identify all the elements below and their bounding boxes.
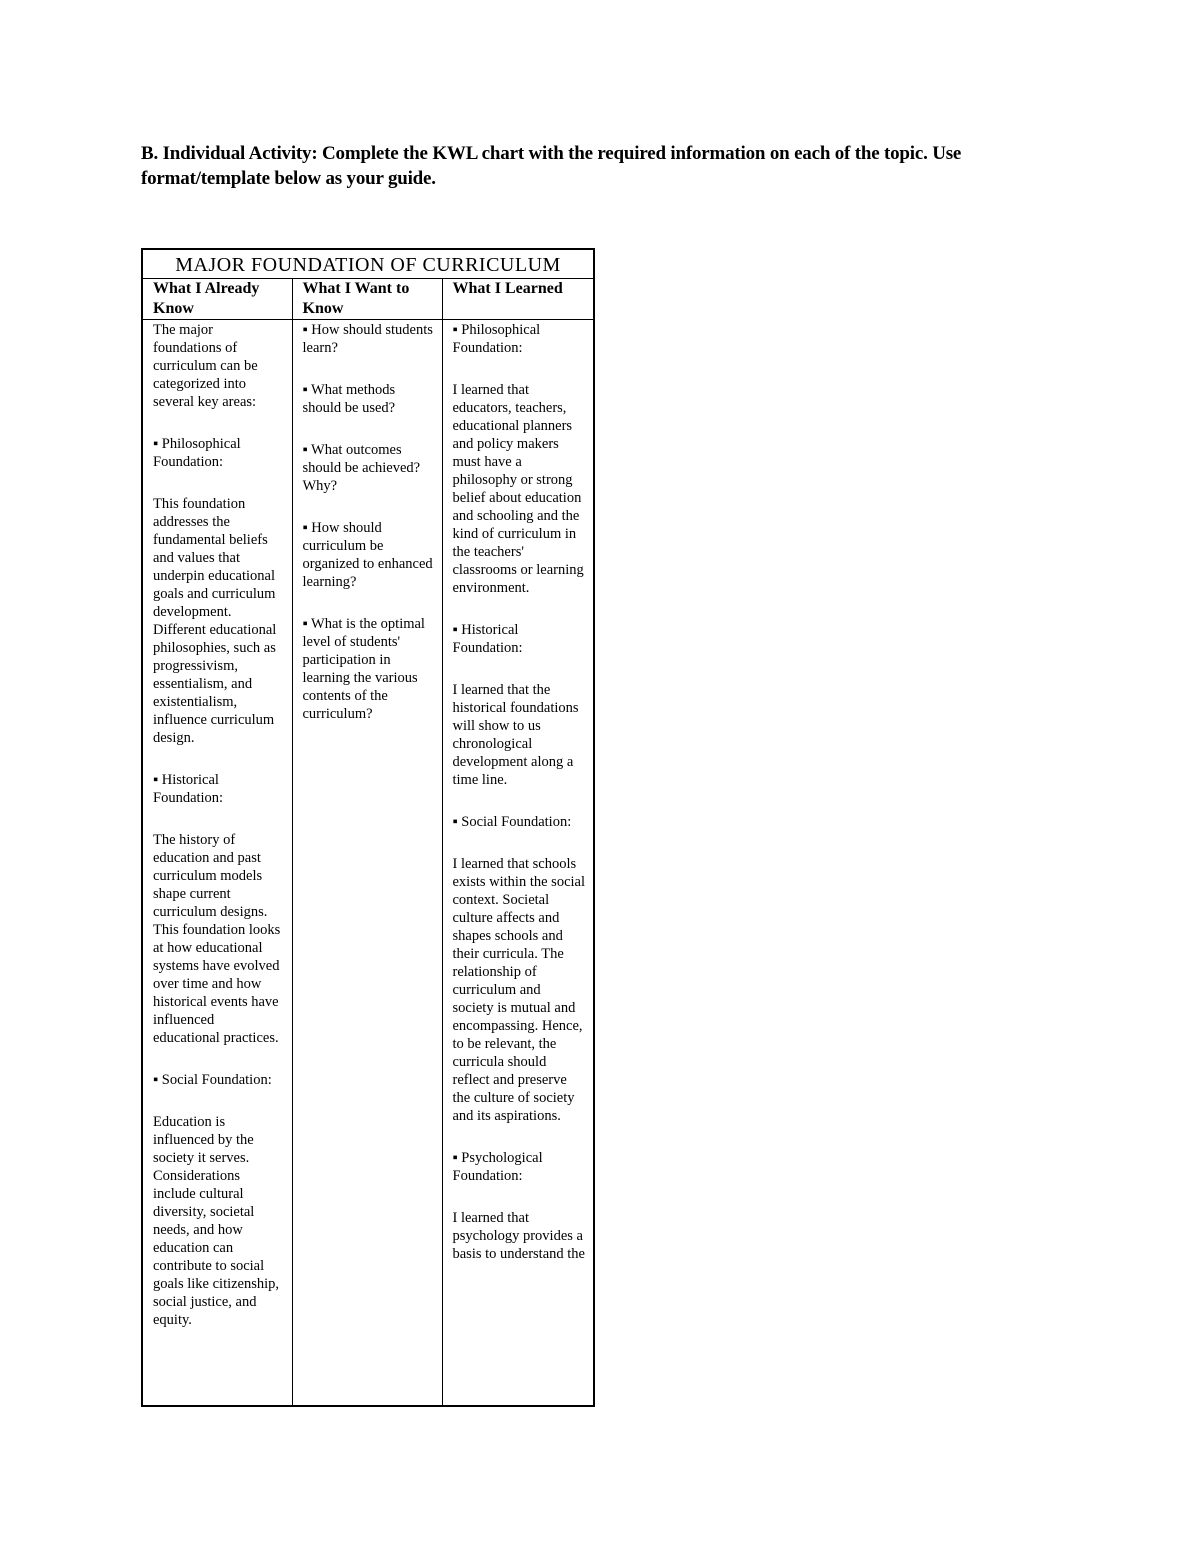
learned-paragraph: I learned that educators, teachers, educational planners and policy makers must have a philosophy or strong belief about education and schooling and the kind of curriculum in the teachers' classrooms or learning environment. bbox=[452, 382, 588, 596]
learned-column bbox=[442, 320, 594, 1407]
know-paragraph: ▪ Social Foundation: bbox=[153, 1072, 272, 1088]
want-question: ▪ How should students learn? bbox=[302, 322, 437, 356]
know-paragraph: The major foundations of curriculum can be categorized into several key areas: bbox=[153, 322, 262, 410]
learned-paragraph: I learned that schools exists within the social context. Societal culture affects and shapes schools and their curricula. The relationship of curriculum and society is mutual and encompassing. Hence, to be relevant, the curricula should reflect and preserve the culture of society and its aspirations. bbox=[452, 856, 589, 1124]
learned-paragraph: ▪ Historical Foundation: bbox=[452, 622, 523, 656]
learned-paragraph: ▪ Social Foundation: bbox=[452, 814, 572, 830]
want-question: ▪ What methods should be used? bbox=[302, 382, 399, 416]
know-column bbox=[142, 320, 292, 1407]
kwl-chart-title: MAJOR FOUNDATION OF CURRICULUM bbox=[142, 249, 594, 279]
want-question: ▪ What outcomes should be achieved? Why? bbox=[302, 442, 424, 494]
know-paragraph: Education is influenced by the society it serves. Considerations include cultural diversity, societal needs, and how education can contribute to social goals like citizenship, social justice, and equity. bbox=[153, 1114, 283, 1328]
header-want: What I Want to Know bbox=[292, 279, 442, 320]
learned-paragraph: I learned that the historical foundations will show to us chronological development along a time line. bbox=[452, 682, 583, 788]
want-question: ▪ How should curriculum be organized to enhanced learning? bbox=[302, 520, 437, 590]
want-question: ▪ What is the optimal level of students' participation in learning the various contents of the curriculum? bbox=[302, 616, 429, 722]
know-paragraph: The history of education and past curriculum models shape current curriculum designs. This foundation looks at how educational systems have evolved over time and how historical events have influenced educational practices. bbox=[153, 832, 284, 1046]
learned-paragraph: ▪ Psychological Foundation: bbox=[452, 1150, 547, 1184]
learned-paragraph: ▪ Philosophical Foundation: bbox=[452, 322, 544, 356]
kwl-chart bbox=[141, 248, 595, 1407]
know-paragraph: This foundation addresses the fundamental beliefs and values that underpin educational goals and curriculum development. Different educational philosophies, such as progressivism, essentialism, and existentialism, influence curriculum design. bbox=[153, 496, 280, 746]
header-know: What I Already Know bbox=[142, 279, 292, 320]
want-column bbox=[292, 320, 442, 1407]
activity-instructions: B. Individual Activity: Complete the KWL chart with the required information on each of the topic. Use format/template below as your guide. bbox=[141, 143, 962, 189]
header-learned: What I Learned bbox=[442, 279, 594, 320]
know-paragraph: ▪ Historical Foundation: bbox=[153, 772, 224, 806]
learned-paragraph: I learned that psychology provides a basis to understand the bbox=[452, 1210, 587, 1262]
know-paragraph: ▪ Philosophical Foundation: bbox=[153, 436, 245, 470]
